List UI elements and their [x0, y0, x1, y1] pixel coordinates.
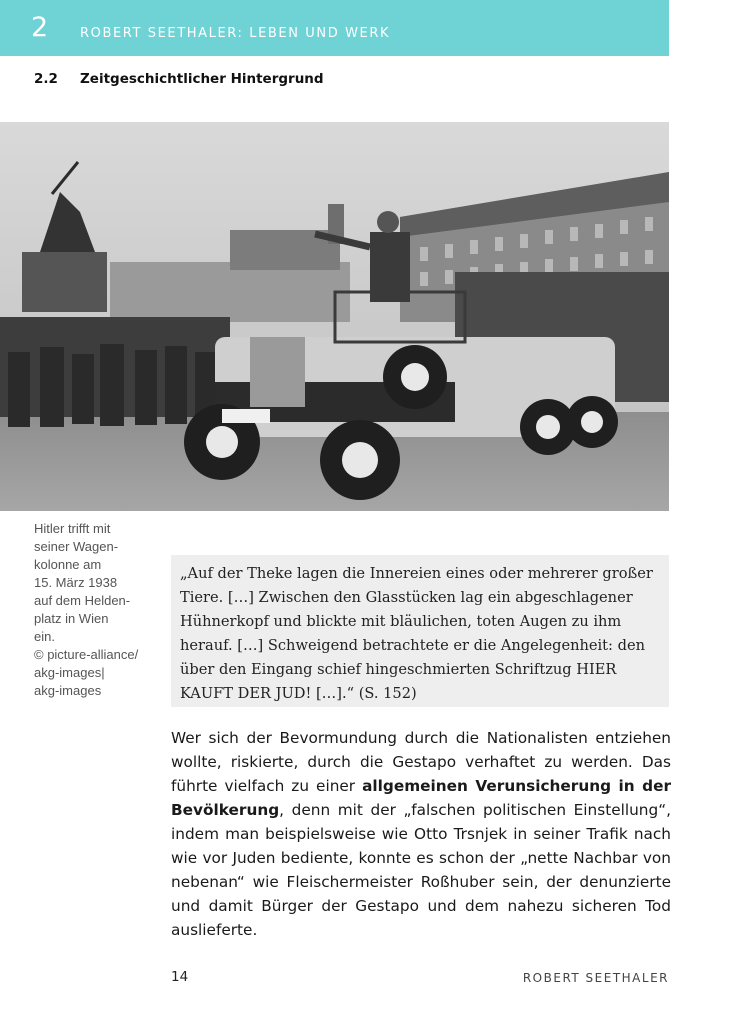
caption-line: Hitler trifft mit	[34, 521, 111, 536]
running-footer-title: ROBERT SEETHALER	[522, 971, 669, 985]
quote-line: über den Eingang schief hingeschmierten Schriftzug HIER	[180, 661, 617, 678]
caption-line: kolonne am	[34, 557, 102, 572]
body-line: und damit Bürger der Gestapo und dem nahezu sicheren Tod	[171, 897, 671, 915]
quote-line: Tiere. […] Zwischen den Glasstücken lag ein abgeschlagener	[180, 589, 633, 606]
body-line: wollte, riskierte, durch die Gestapo verhaftet zu werden. Das	[171, 753, 671, 771]
caption-credit-line: © picture-alliance/	[34, 647, 139, 662]
emphasis-text: Bevölkerung	[171, 801, 280, 819]
quote-line: herauf. […] Schweigend betrachtete er die Angelegenheit: den	[180, 637, 645, 654]
body-line: nebenan“ wie Fleischermeister Roßhuber sein, der denunzierte	[171, 873, 671, 891]
body-line: wie vor Juden bediente, konnte es schon der „nette Nachbar von	[171, 849, 671, 867]
body-paragraph	[171, 726, 671, 942]
caption-line: 15. März 1938	[34, 575, 118, 590]
caption-credit-line: akg-images	[34, 683, 102, 698]
caption-line: seiner Wagen-	[34, 539, 119, 554]
body-line: auslieferte.	[171, 921, 258, 939]
photo-caption	[34, 520, 164, 700]
quote-line: Hühnerkopf und blickte mit bläulichen, toten Augen zu ihm	[180, 613, 622, 630]
quote-line: KAUFT DER JUD! […].“ (S. 152)	[180, 685, 417, 702]
chapter-number: 2	[31, 12, 49, 43]
body-line	[171, 774, 671, 798]
caption-line: platz in Wien	[34, 611, 109, 626]
historical-photo	[0, 122, 669, 511]
caption-credit-line: akg-images|	[34, 665, 105, 680]
body-line: Wer sich der Bevormundung durch die Nationalisten entziehen	[171, 729, 671, 747]
caption-line: ein.	[34, 629, 55, 644]
quote-line: „Auf der Theke lagen die Innereien eines oder mehrerer großer	[180, 565, 653, 582]
quote-box	[171, 555, 669, 707]
body-line	[171, 798, 671, 822]
body-text-segment: , denn mit der „falschen politischen Einstellung“,	[279, 801, 671, 819]
page-number: 14	[171, 969, 189, 985]
body-text-segment: führte vielfach zu einer	[171, 777, 363, 795]
chapter-title: ROBERT SEETHALER: LEBEN UND WERK	[80, 26, 391, 41]
section-title: Zeitgeschichtlicher Hintergrund	[80, 71, 324, 87]
section-number: 2.2	[34, 71, 58, 87]
chapter-header-bar	[0, 0, 669, 56]
emphasis-text: allgemeinen Verunsicherung in der	[362, 777, 671, 795]
body-line: indem man beispielsweise wie Otto Trsnjek in seiner Trafik nach	[171, 825, 671, 843]
caption-line: auf dem Helden-	[34, 593, 131, 608]
